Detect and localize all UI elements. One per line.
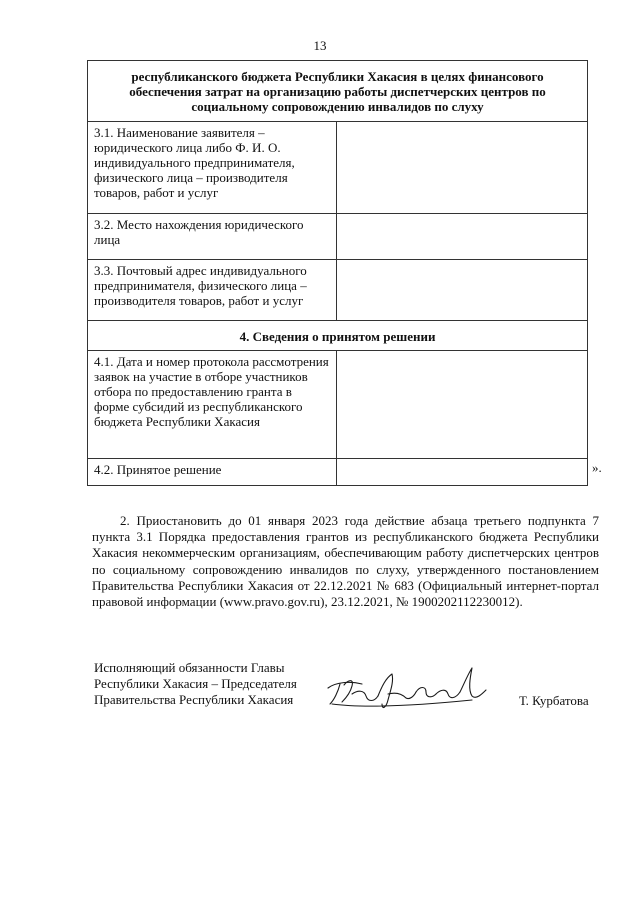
signer-title-block: [94, 660, 297, 708]
row-label: 4.2. Принятое решение: [88, 459, 337, 486]
signer-title-line: Правительства Республики Хакасия: [94, 692, 294, 707]
application-form-table: [87, 60, 588, 486]
row-label: 4.1. Дата и номер протокола рассмотрения заявок на участие в отборе участников отбора по предоставлению гранта в форме субсидий из республиканского бюджета Республики Хакасия: [88, 351, 337, 459]
row-label: 3.1. Наименование заявителя – юридического лица либо Ф. И. О. индивидуального предпринимателя, физического лица – производителя товаров, работ и услуг: [88, 122, 337, 214]
table-row: [88, 459, 588, 486]
row-value: [337, 459, 588, 486]
table-row: [88, 351, 588, 459]
signer-title-line: Исполняющий обязанности Главы: [94, 660, 285, 675]
row-value: [337, 260, 588, 321]
table-row: [88, 214, 588, 260]
row-value: [337, 214, 588, 260]
handwritten-signature: [322, 664, 492, 714]
signer-title-line: Республики Хакасия – Председателя: [94, 676, 297, 691]
row-label: 3.2. Место нахождения юридического лица: [88, 214, 337, 260]
row-label: 3.3. Почтовый адрес индивидуального предпринимателя, физического лица – производителя товаров, работ и услуг: [88, 260, 337, 321]
row-value: [337, 122, 588, 214]
table-header: республиканского бюджета Республики Хакасия в целях финансового обеспечения затрат на организацию работы диспетчерских центров по социальному сопровождению инвалидов по слуху: [88, 61, 588, 122]
page-number: 13: [313, 38, 327, 53]
table-row: [88, 122, 588, 214]
signer-name: Т. Курбатова: [519, 693, 589, 708]
section-4-title: 4. Сведения о принятом решении: [88, 321, 588, 351]
row-value: [337, 351, 588, 459]
table-row: [88, 260, 588, 321]
closing-quote: ».: [592, 460, 602, 475]
paragraph-2: 2. Приостановить до 01 января 2023 года действие абзаца третьего подпункта 7 пункта 3.1 Порядка предоставления грантов из республиканского бюджета Республики Хакасия некоммерческим организациям, обеспечивающим работу диспетчерских центров по социальному сопровождению инвалидов по слуху, утвержденного постановлением Правительства Республики Хакасия от 22.12.2021 № 683 (Официальный интернет-портал правовой информации (www.pravo.gov.ru), 23.12.2021, № 1900202112230012).: [92, 513, 599, 610]
